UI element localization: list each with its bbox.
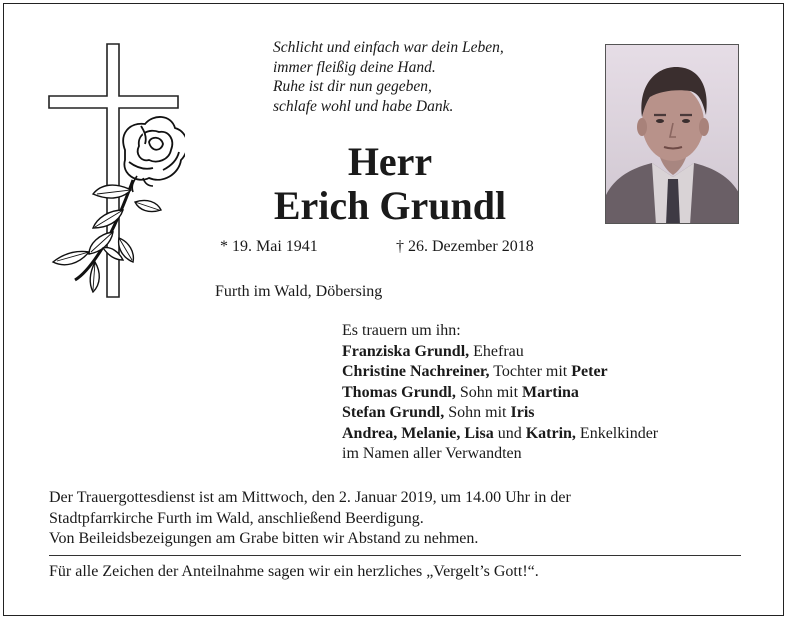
cross-with-rose-icon [45,42,185,302]
condolence-note: Von Beileidsbezeigungen am Grabe bitten wir Abstand zu nehmen. [49,530,479,547]
death-date: † 26. Dezember 2018 [396,238,534,255]
mourner-entry [342,403,658,424]
mourner-relation: Tochter mit [489,363,572,380]
poem-line: immer fleißig deine Hand. [273,58,436,76]
portrait-photo [605,44,739,224]
mourners-heading: Es trauern um ihn: [342,322,461,339]
deceased-name: Erich Grundl [273,183,507,228]
mourner-relation: und [493,424,526,442]
memorial-poem [273,38,504,116]
mourner-entry [342,444,658,465]
mourner-entry [342,362,658,383]
mourner-relation: im Namen aller Verwandten [342,445,522,462]
mourner-relation: Sohn mit [444,404,511,421]
mourner-relation: Sohn mit [455,383,523,401]
residence: Furth im Wald, Döbersing [215,283,383,300]
salutation: Herr [347,139,433,184]
mourners-list [342,321,658,465]
mourner-name: Franziska Grundl, [342,342,470,360]
funeral-service-info [49,488,571,550]
mourner-name: Stefan Grundl, [342,404,445,421]
mourner-entry [342,383,658,404]
poem-line: Schlicht und einfach war dein Leben, [273,39,504,56]
mourner-entry [342,342,658,363]
mourner-name: Iris [510,404,535,421]
mourner-name: Christine Nachreiner, [342,363,490,380]
mourner-name: Katrin, [525,424,576,442]
poem-line: Ruhe ist dir nun gegeben, [273,78,432,95]
mourner-name: Thomas Grundl, [342,383,456,401]
mourner-name: Andrea, Melanie, Lisa [342,424,494,442]
mourner-relation: Ehefrau [469,342,524,360]
poem-line: schlafe wohl und habe Dank. [273,97,454,115]
mourner-relation: Enkelkinder [575,424,659,442]
service-line: Stadtpfarrkirche Furth im Wald, anschließend Beerdigung. [49,509,424,527]
mourner-name: Martina [522,383,579,401]
mourner-name: Peter [571,363,608,380]
birth-date: * 19. Mai 1941 [220,238,318,255]
mourner-entry [342,424,658,445]
service-line: Der Trauergottesdienst ist am Mittwoch, den 2. Januar 2019, um 14.00 Uhr in der [49,489,571,506]
divider [49,555,741,556]
thanks-note: Für alle Zeichen der Anteilnahme sagen wir ein herzliches „Vergelt’s Gott!“. [49,563,539,580]
